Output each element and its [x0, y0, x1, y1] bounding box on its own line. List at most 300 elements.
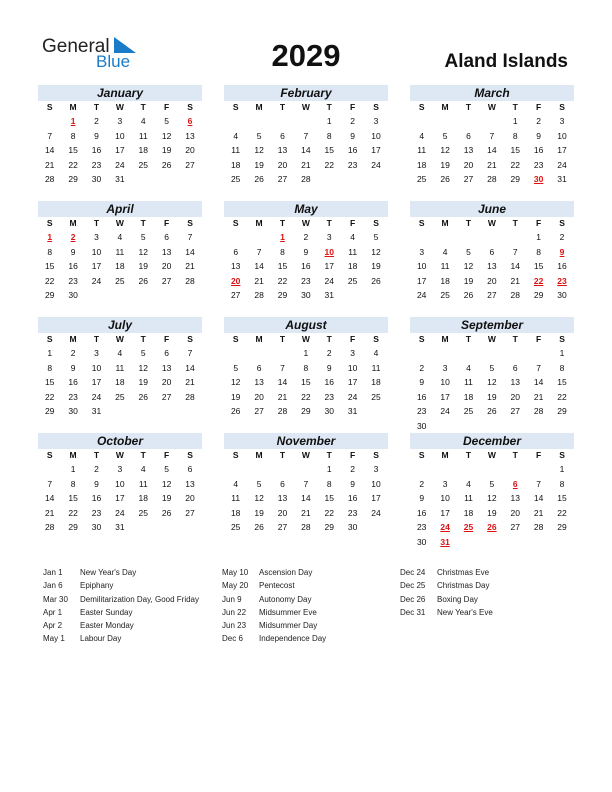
day-cell: 22 — [324, 507, 334, 518]
day-cell: 4 — [233, 478, 239, 489]
day-cell: 28 — [185, 391, 195, 402]
day-cell: 2 — [94, 116, 99, 126]
logo-text-general: General — [42, 36, 110, 57]
day-cell: 19 — [161, 145, 172, 156]
day-cell: 23 — [301, 275, 311, 286]
day-cell: 16 — [557, 261, 567, 272]
day-cell: 27 — [463, 174, 474, 185]
day-cell: 5 — [373, 232, 379, 242]
month-february — [224, 85, 388, 187]
holiday-date: Apr 2 — [43, 621, 63, 631]
holiday-name: Midsummer Eve — [259, 607, 317, 617]
day-cell: 22 — [277, 275, 288, 286]
day-cell: 8 — [70, 130, 76, 141]
day-cell: 3 — [373, 464, 379, 474]
day-cell: 31 — [557, 174, 567, 185]
day-cell: 28 — [277, 406, 288, 417]
day-cell: 28 — [533, 522, 544, 533]
weekday-label: S — [232, 102, 239, 112]
day-cell: 11 — [440, 261, 450, 272]
holiday-name: Christmas Day — [437, 581, 490, 591]
day-cell: 25 — [440, 290, 450, 301]
week-row — [38, 520, 202, 535]
day-cell: 9 — [70, 362, 76, 373]
day-cell: 16 — [68, 377, 78, 388]
week-row — [38, 375, 202, 390]
day-cell: 6 — [256, 362, 262, 373]
empty-day-cell — [341, 288, 364, 303]
holiday-date: Jun 22 — [222, 607, 247, 617]
day-cell: 17 — [440, 507, 450, 518]
day-cell: 7 — [536, 362, 542, 373]
day-cell: 26 — [254, 522, 264, 533]
weekday-label: T — [140, 102, 146, 112]
holiday-name: Independence Day — [259, 634, 327, 644]
day-cell: 9 — [419, 377, 425, 388]
week-row — [224, 491, 388, 506]
day-cell: 24 — [440, 406, 450, 417]
calendar-year: 2029 — [271, 38, 341, 73]
day-cell: 13 — [161, 246, 172, 257]
empty-day-cell — [178, 520, 201, 535]
day-cell: 12 — [487, 493, 497, 504]
weekday-label: S — [418, 334, 425, 344]
week-row — [224, 114, 388, 129]
day-cell: 17 — [115, 145, 125, 156]
holiday-name: Ascension Day — [259, 568, 313, 577]
day-cell: 3 — [94, 232, 99, 242]
day-cell: 18 — [371, 377, 381, 388]
day-cell: 14 — [277, 377, 288, 388]
day-cell: 19 — [138, 261, 148, 272]
weekday-label: F — [164, 218, 170, 228]
holiday-date: May 1 — [43, 634, 65, 644]
weekday-label: T — [465, 450, 472, 460]
day-cell: 6 — [187, 116, 193, 126]
day-cell: 29 — [324, 522, 334, 533]
day-cell: 1 — [326, 116, 332, 126]
day-cell: 29 — [557, 522, 567, 533]
empty-day-cell — [550, 419, 573, 434]
day-cell: 15 — [324, 493, 334, 504]
holiday-date: Dec 24 — [400, 568, 426, 577]
day-cell: 1 — [280, 232, 285, 242]
day-cell: 25 — [138, 507, 148, 518]
day-cell: 2 — [70, 348, 76, 358]
day-cell: 13 — [277, 493, 288, 504]
day-cell: 5 — [256, 130, 262, 141]
day-cell: 13 — [185, 130, 195, 141]
day-cell: 19 — [161, 493, 172, 504]
weekday-label: W — [487, 218, 496, 228]
day-cell: 6 — [280, 130, 285, 141]
day-cell: 8 — [47, 362, 53, 373]
day-cell: 31 — [115, 522, 125, 533]
day-cell: 6 — [512, 478, 518, 489]
weekday-label: S — [559, 334, 565, 344]
day-cell: 26 — [138, 391, 148, 402]
empty-day-cell — [457, 114, 480, 129]
holiday-entry — [43, 593, 199, 606]
week-row — [410, 158, 574, 173]
day-cell: 25 — [230, 174, 241, 185]
weekday-label: S — [373, 334, 379, 344]
month-title: January — [38, 85, 202, 101]
day-cell: 19 — [487, 391, 497, 402]
day-cell: 31 — [324, 290, 334, 301]
holiday-name: Autonomy Day — [259, 594, 312, 604]
day-cell: 15 — [301, 377, 311, 388]
day-cell: 17 — [371, 493, 381, 504]
holiday-entry — [43, 619, 199, 632]
day-cell: 17 — [347, 377, 358, 388]
day-cell: 26 — [487, 522, 497, 533]
weekday-label: W — [115, 102, 124, 112]
weekday-label: W — [487, 334, 496, 344]
weekday-label: T — [93, 102, 100, 112]
day-cell: 28 — [254, 290, 264, 301]
weekday-label: T — [140, 218, 146, 228]
day-cell: 12 — [440, 145, 450, 156]
holiday-date: Mar 30 — [43, 594, 68, 604]
day-cell: 9 — [536, 130, 542, 141]
week-row — [410, 419, 574, 434]
day-cell: 30 — [91, 174, 102, 185]
holiday-name: Labour Day — [80, 634, 122, 644]
week-row — [410, 245, 574, 260]
empty-day-cell — [527, 462, 550, 477]
week-row — [410, 462, 574, 477]
weekday-label: T — [326, 218, 332, 228]
empty-day-cell — [480, 230, 503, 245]
weekday-label: S — [559, 218, 565, 228]
weekday-header — [38, 101, 202, 114]
day-cell: 27 — [185, 507, 195, 518]
day-cell: 9 — [350, 130, 356, 141]
day-cell: 4 — [373, 348, 379, 358]
day-cell: 12 — [371, 246, 381, 257]
holiday-date: Dec 25 — [400, 581, 426, 591]
day-cell: 21 — [510, 275, 520, 286]
day-cell: 24 — [115, 507, 125, 518]
day-cell: 8 — [559, 478, 565, 489]
day-cell: 13 — [277, 145, 288, 156]
day-cell: 20 — [254, 391, 264, 402]
day-cell: 5 — [233, 362, 239, 373]
day-cell: 10 — [557, 130, 567, 141]
weekday-label: S — [373, 218, 379, 228]
weekday-header — [410, 449, 574, 462]
weekday-label: M — [69, 450, 77, 460]
day-cell: 4 — [419, 130, 425, 141]
day-cell: 25 — [416, 174, 427, 185]
day-cell: 11 — [348, 246, 358, 257]
weekday-header — [410, 101, 574, 114]
empty-day-cell — [294, 114, 317, 129]
day-cell: 19 — [230, 391, 241, 402]
holiday-entry — [222, 606, 326, 619]
day-cell: 5 — [256, 478, 262, 489]
week-row — [410, 375, 574, 390]
logo-text-blue: Blue — [96, 52, 131, 71]
day-cell: 9 — [94, 478, 99, 489]
weekday-label: W — [301, 334, 310, 344]
day-cell: 12 — [230, 377, 241, 388]
week-row — [38, 129, 202, 144]
day-cell: 31 — [347, 406, 358, 417]
empty-day-cell — [433, 230, 456, 245]
day-cell: 27 — [185, 159, 195, 170]
weekday-label: M — [255, 334, 263, 344]
empty-day-cell — [132, 288, 155, 303]
weekday-label: S — [187, 102, 193, 112]
day-cell: 18 — [115, 261, 125, 272]
weekday-label: T — [326, 102, 332, 112]
day-cell: 12 — [161, 130, 172, 141]
day-cell: 30 — [324, 406, 334, 417]
day-cell: 26 — [161, 159, 172, 170]
empty-day-cell — [504, 230, 527, 245]
day-cell: 16 — [91, 493, 102, 504]
month-title: May — [224, 201, 388, 217]
holiday-date: Jun 23 — [222, 621, 247, 631]
day-cell: 12 — [138, 246, 148, 257]
holiday-name: Christmas Eve — [437, 568, 490, 577]
month-title: September — [410, 317, 574, 333]
day-cell: 23 — [533, 159, 544, 170]
day-cell: 10 — [91, 246, 102, 257]
month-title: February — [224, 85, 388, 101]
week-row — [410, 506, 574, 521]
day-cell: 28 — [44, 174, 55, 185]
holiday-column — [43, 566, 199, 646]
day-cell: 3 — [94, 348, 99, 358]
day-cell: 25 — [347, 275, 358, 286]
day-cell: 17 — [324, 261, 334, 272]
month-june — [410, 201, 574, 303]
week-row — [38, 143, 202, 158]
day-cell: 10 — [347, 362, 358, 373]
day-cell: 24 — [371, 159, 381, 170]
day-cell: 4 — [350, 232, 356, 242]
month-october — [38, 433, 202, 535]
day-cell: 2 — [559, 232, 565, 242]
week-row — [224, 274, 388, 289]
week-row — [38, 491, 202, 506]
empty-day-cell — [433, 114, 456, 129]
day-cell: 2 — [419, 478, 425, 489]
day-cell: 15 — [510, 145, 520, 156]
empty-day-cell — [457, 230, 480, 245]
holiday-date: Dec 26 — [400, 594, 426, 604]
holiday-entry — [222, 619, 326, 632]
day-cell: 20 — [487, 275, 497, 286]
empty-day-cell — [480, 462, 503, 477]
week-row — [38, 259, 202, 274]
day-cell: 18 — [230, 159, 241, 170]
empty-day-cell — [224, 230, 247, 245]
empty-day-cell — [341, 172, 364, 187]
day-cell: 15 — [277, 261, 288, 272]
day-cell: 6 — [466, 130, 471, 141]
empty-day-cell — [224, 462, 247, 477]
day-cell: 24 — [91, 275, 102, 286]
day-cell: 10 — [440, 493, 450, 504]
week-row — [410, 259, 574, 274]
day-cell: 15 — [44, 261, 55, 272]
weekday-header — [224, 333, 388, 346]
week-row — [224, 259, 388, 274]
day-cell: 7 — [303, 130, 309, 141]
weekday-header — [410, 333, 574, 346]
day-cell: 23 — [68, 275, 78, 286]
weekday-label: S — [373, 450, 379, 460]
holiday-date: Dec 6 — [222, 634, 243, 644]
month-november — [224, 433, 388, 535]
day-cell: 19 — [440, 159, 450, 170]
week-row — [224, 375, 388, 390]
empty-day-cell — [410, 346, 433, 361]
week-row — [38, 172, 202, 187]
empty-day-cell — [318, 172, 341, 187]
empty-day-cell — [132, 404, 155, 419]
day-cell: 26 — [230, 406, 241, 417]
day-cell: 21 — [533, 391, 544, 402]
day-cell: 25 — [463, 406, 474, 417]
day-cell: 6 — [233, 246, 239, 257]
day-cell: 21 — [487, 159, 497, 170]
day-cell: 22 — [68, 507, 78, 518]
week-row — [224, 390, 388, 405]
day-cell: 19 — [463, 275, 474, 286]
day-cell: 11 — [115, 246, 125, 257]
empty-day-cell — [527, 535, 550, 550]
day-cell: 1 — [303, 348, 309, 358]
day-cell: 30 — [301, 290, 311, 301]
empty-day-cell — [457, 462, 480, 477]
weekday-label: T — [279, 334, 286, 344]
day-cell: 2 — [536, 116, 542, 126]
holiday-entry — [400, 606, 493, 619]
day-cell: 31 — [91, 406, 102, 417]
day-cell: 21 — [44, 507, 55, 518]
day-cell: 14 — [510, 261, 520, 272]
day-cell: 28 — [487, 174, 497, 185]
empty-day-cell — [108, 404, 131, 419]
day-cell: 9 — [350, 478, 356, 489]
day-cell: 18 — [463, 391, 474, 402]
empty-day-cell — [364, 288, 387, 303]
day-cell: 7 — [47, 130, 53, 141]
day-cell: 20 — [185, 493, 195, 504]
day-cell: 18 — [416, 159, 427, 170]
month-title: June — [410, 201, 574, 217]
day-cell: 5 — [466, 246, 471, 257]
day-cell: 13 — [510, 377, 520, 388]
day-cell: 29 — [301, 406, 311, 417]
month-may — [224, 201, 388, 303]
day-cell: 28 — [510, 290, 520, 301]
day-cell: 8 — [512, 130, 518, 141]
week-row — [38, 158, 202, 173]
weekday-label: S — [232, 218, 239, 228]
empty-day-cell — [410, 114, 433, 129]
day-cell: 29 — [533, 290, 544, 301]
day-cell: 7 — [47, 478, 53, 489]
weekday-label: F — [350, 450, 356, 460]
day-cell: 14 — [301, 145, 311, 156]
day-cell: 30 — [416, 420, 427, 431]
day-cell: 18 — [138, 493, 148, 504]
day-cell: 26 — [254, 174, 264, 185]
day-cell: 6 — [489, 246, 495, 257]
empty-day-cell — [480, 419, 503, 434]
week-row — [38, 506, 202, 521]
day-cell: 25 — [115, 391, 125, 402]
empty-day-cell — [410, 462, 433, 477]
day-cell: 23 — [557, 275, 567, 286]
weekday-label: M — [255, 218, 263, 228]
day-cell: 18 — [230, 507, 241, 518]
day-cell: 16 — [91, 145, 102, 156]
week-row — [224, 230, 388, 245]
day-cell: 24 — [115, 159, 125, 170]
weekday-header — [410, 217, 574, 230]
day-cell: 28 — [301, 174, 311, 185]
day-cell: 16 — [324, 377, 334, 388]
weekday-label: S — [187, 450, 193, 460]
week-row — [224, 129, 388, 144]
day-cell: 4 — [442, 246, 448, 257]
week-row — [410, 143, 574, 158]
day-cell: 11 — [464, 377, 473, 388]
day-cell: 5 — [164, 464, 170, 474]
empty-day-cell — [480, 114, 503, 129]
day-cell: 24 — [557, 159, 567, 170]
empty-day-cell — [132, 172, 155, 187]
day-cell: 5 — [489, 362, 495, 373]
weekday-label: T — [512, 334, 518, 344]
weekday-label: S — [232, 450, 239, 460]
day-cell: 29 — [68, 174, 78, 185]
holiday-entry — [400, 566, 493, 579]
month-august — [224, 317, 388, 419]
week-row — [224, 520, 388, 535]
day-cell: 29 — [44, 406, 55, 417]
day-cell: 29 — [510, 174, 520, 185]
day-cell: 9 — [326, 362, 332, 373]
month-title: December — [410, 433, 574, 449]
weekday-header — [38, 333, 202, 346]
holiday-entry — [222, 593, 326, 606]
month-july — [38, 317, 202, 419]
week-row — [224, 288, 388, 303]
weekday-label: F — [536, 334, 542, 344]
day-cell: 2 — [326, 348, 332, 358]
day-cell: 10 — [371, 478, 381, 489]
day-cell: 20 — [277, 507, 288, 518]
week-row — [224, 477, 388, 492]
day-cell: 11 — [417, 145, 427, 156]
weekday-label: S — [559, 102, 565, 112]
day-cell: 7 — [512, 246, 518, 257]
day-cell: 27 — [254, 406, 264, 417]
holiday-entry — [400, 579, 493, 592]
weekday-label: S — [46, 450, 53, 460]
weekday-label: T — [465, 334, 472, 344]
weekday-header — [224, 449, 388, 462]
day-cell: 3 — [419, 246, 425, 257]
